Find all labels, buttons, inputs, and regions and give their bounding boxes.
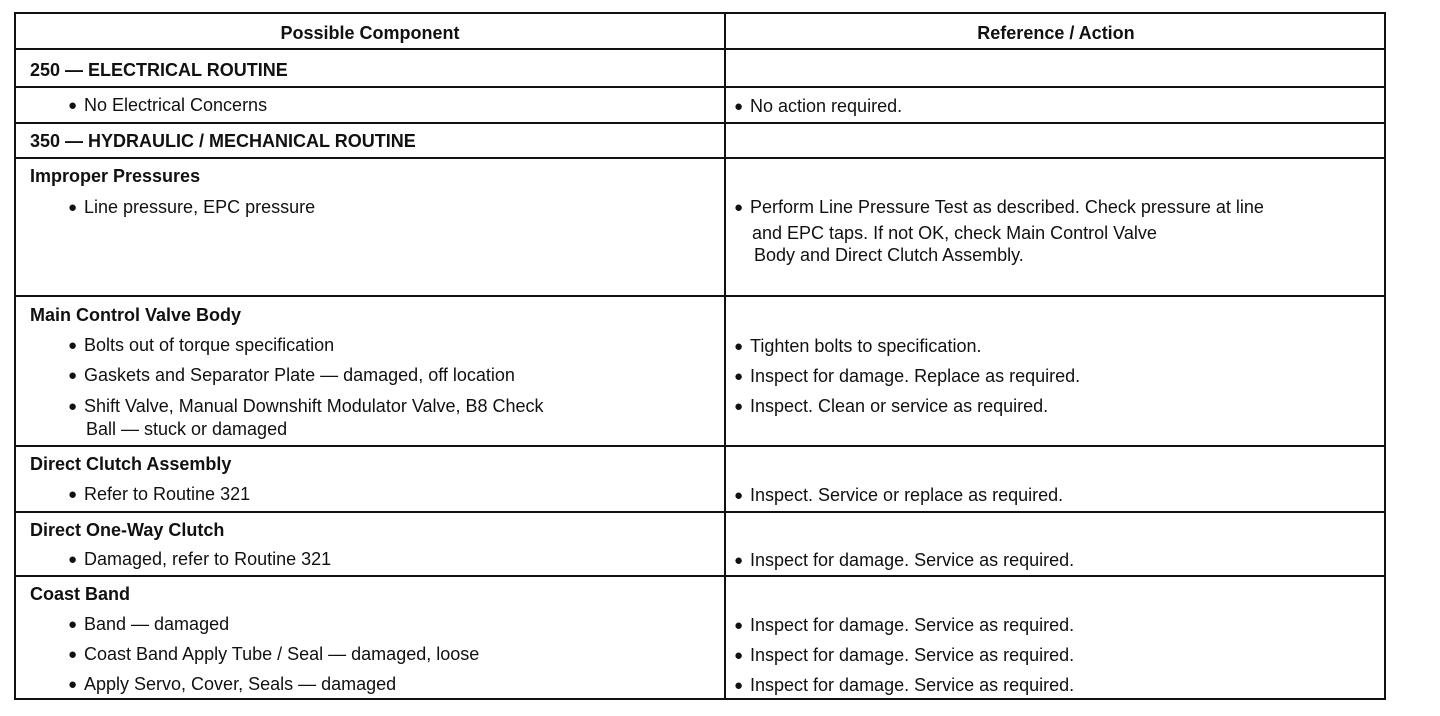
column-divider xyxy=(724,14,726,698)
header-reference-action: Reference / Action xyxy=(977,23,1135,43)
action-item: ● Inspect. Service or replace as required. xyxy=(734,484,1063,508)
list-item: ● Coast Band Apply Tube / Seal — damaged, loose xyxy=(68,643,479,667)
action-item: ● Tighten bolts to specification. xyxy=(734,335,981,359)
group-title: Coast Band xyxy=(30,584,131,604)
action-item: ● Inspect for damage. Service as required. xyxy=(734,674,1074,698)
group-title: Direct Clutch Assembly xyxy=(30,454,232,474)
group-title: Main Control Valve Body xyxy=(30,305,242,325)
list-item: ● Apply Servo, Cover, Seals — damaged xyxy=(68,673,396,697)
row-divider xyxy=(16,445,1384,447)
list-item: ● Gaskets and Separator Plate — damaged, off location xyxy=(68,364,515,388)
section-title-hydraulic: 350 — HYDRAULIC / MECHANICAL ROUTINE xyxy=(30,131,416,151)
section-title-electrical: 250 — ELECTRICAL ROUTINE xyxy=(30,60,288,80)
row-divider xyxy=(16,86,1384,88)
action-item: ● Inspect for damage. Replace as required. xyxy=(734,365,1080,389)
row-divider xyxy=(16,295,1384,297)
row-divider xyxy=(16,575,1384,577)
list-item: ● Band — damaged xyxy=(68,613,229,637)
action-item: ● Inspect for damage. Service as required. xyxy=(734,644,1074,668)
list-item: ● Refer to Routine 321 xyxy=(68,483,250,507)
action-item-continued: and EPC taps. If not OK, check Main Control Valve xyxy=(752,223,1157,243)
action-item: ● No action required. xyxy=(734,95,902,119)
list-item: ● Line pressure, EPC pressure xyxy=(68,196,315,220)
group-title: Improper Pressures xyxy=(30,166,201,186)
header-possible-component: Possible Component xyxy=(280,23,460,43)
list-item: ● Damaged, refer to Routine 321 xyxy=(68,548,331,572)
action-item: ● Inspect. Clean or service as required. xyxy=(734,395,1048,419)
list-item: ● No Electrical Concerns xyxy=(68,94,267,118)
action-item-continued: Body and Direct Clutch Assembly. xyxy=(754,245,1024,265)
diagnostic-table xyxy=(14,12,1386,700)
action-item: ● Perform Line Pressure Test as described. Check pressure at line xyxy=(734,196,1264,220)
list-item-continued: Ball — stuck or damaged xyxy=(86,419,288,439)
row-divider xyxy=(16,511,1384,513)
row-divider xyxy=(16,157,1384,159)
list-item: ● Shift Valve, Manual Downshift Modulator Valve, B8 Check xyxy=(68,395,544,419)
group-title: Direct One-Way Clutch xyxy=(30,520,225,540)
list-item: ● Bolts out of torque specification xyxy=(68,334,334,358)
row-divider xyxy=(16,48,1384,50)
action-item: ● Inspect for damage. Service as required. xyxy=(734,614,1074,638)
row-divider xyxy=(16,122,1384,124)
action-item: ● Inspect for damage. Service as required. xyxy=(734,549,1074,573)
